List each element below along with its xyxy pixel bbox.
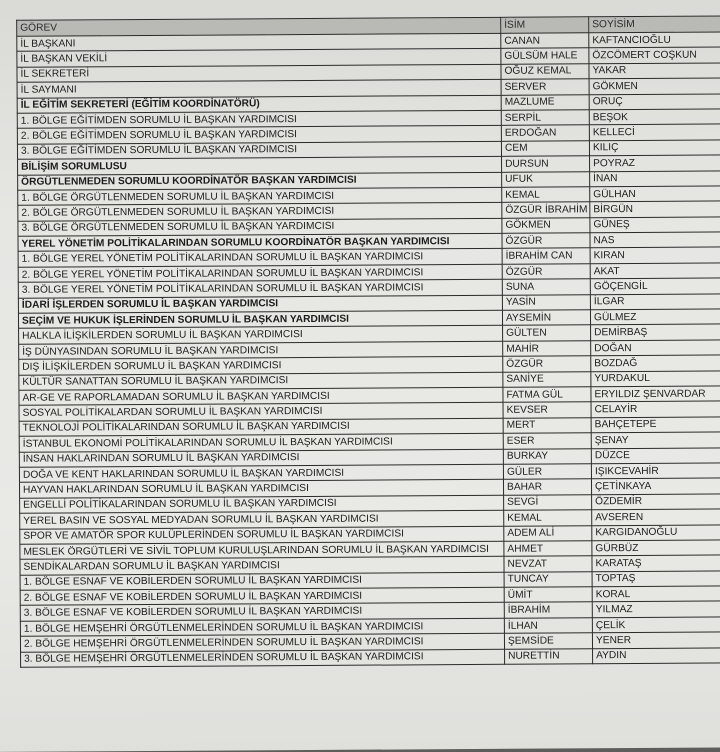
gorev-cell: HALKLA İLİŞKİLERDEN SORUMLU İL BAŞKAN YARDIMCISI <box>19 326 503 344</box>
duty-table <box>16 15 720 667</box>
isim-cell: KEMAL <box>504 510 592 526</box>
soyisim-cell: BEŞOK <box>589 109 720 125</box>
isim-cell: NEVZAT <box>504 556 592 572</box>
gorev-cell: 2. BÖLGE EĞİTİMDEN SORUMLU İL BAŞKAN YARDIMCISI <box>17 126 501 144</box>
gorev-cell: 3. BÖLGE ESNAF VE KOBİLERDEN SORUMLU İL BAŞKAN YARDIMCISI <box>20 603 504 621</box>
gorev-cell: İDARİ İŞLERDEN SORUMLU İL BAŞKAN YARDIMCISI <box>18 295 502 313</box>
isim-cell: CEM <box>501 141 589 157</box>
isim-cell: CANAN <box>501 33 589 49</box>
gorev-cell: ENGELLİ POLİTİKALARINDAN SORUMLU İL BAŞKAN YARDIMCISI <box>20 495 504 513</box>
gorev-cell: 1. BÖLGE ESNAF VE KOBİLERDEN SORUMLU İL BAŞKAN YARDIMCISI <box>20 572 504 590</box>
soyisim-cell: NAS <box>590 232 720 248</box>
gorev-cell: 3. BÖLGE HEMŞEHRİ ÖRGÜTLENMELERİNDEN SORUMLU İL BAŞKAN YARDIMCISI <box>21 649 505 667</box>
gorev-cell: İL SAYMANI <box>17 79 501 97</box>
isim-cell: AYSEMİN <box>502 310 590 326</box>
isim-cell: GÖKMEN <box>502 217 590 233</box>
isim-cell: ERDOĞAN <box>501 125 589 141</box>
isim-cell: NURETTİN <box>505 648 593 664</box>
soyisim-cell: BOZDAĞ <box>591 355 720 371</box>
isim-cell: MERT <box>503 418 591 434</box>
soyisim-cell: AYDIN <box>593 647 720 663</box>
soyisim-cell: GÜNEŞ <box>590 217 720 233</box>
isim-cell: OĞUZ KEMAL <box>501 64 589 80</box>
pen-check-marks <box>0 0 11 112</box>
isim-cell: UFUK <box>502 171 590 187</box>
gorev-cell: DIŞ İLİŞKİLERDEN SORUMLU İL BAŞKAN YARDIMCISI <box>19 357 503 375</box>
gorev-cell: YEREL YÖNETİM POLİTİKALARINDAN SORUMLU KOORDİNATÖR BAŞKAN YARDIMCISI <box>18 233 502 251</box>
soyisim-cell: DOĞAN <box>591 340 720 356</box>
gorev-cell: 1. BÖLGE HEMŞEHRİ ÖRGÜTLENMELERİNDEN SORUMLU İL BAŞKAN YARDIMCISI <box>20 618 504 636</box>
gorev-cell: KÜLTÜR SANATTAN SORUMLU İL BAŞKAN YARDIMCISI <box>19 372 503 390</box>
soyisim-cell: YAKAR <box>589 63 720 79</box>
soyisim-cell: KAFTANCIOĞLU <box>589 32 720 48</box>
isim-cell: ŞEMSİDE <box>504 633 592 649</box>
soyisim-cell: TOPTAŞ <box>592 570 720 586</box>
soyisim-cell: GÜRBÜZ <box>592 540 720 556</box>
soyisim-cell: AVSEREN <box>592 509 720 525</box>
table-row <box>21 647 720 667</box>
soyisim-cell: AKAT <box>590 263 720 279</box>
gorev-cell: SOSYAL POLİTİKALARDAN SORUMLU İL BAŞKAN YARDIMCISI <box>19 403 503 421</box>
isim-cell: İBRAHİM CAN <box>502 248 590 264</box>
gorev-cell: YEREL BASIN VE SOSYAL MEDYADAN SORUMLU İL BAŞKAN YARDIMCISI <box>20 510 504 528</box>
soyisim-cell: BAHÇETEPE <box>591 417 720 433</box>
isim-cell: YASİN <box>502 294 590 310</box>
isim-cell: GÜLTEN <box>503 325 591 341</box>
gorev-cell: 2. BÖLGE YEREL YÖNETİM POLİTİKALARINDAN SORUMLU İL BAŞKAN YARDIMCISI <box>18 264 502 282</box>
soyisim-cell: KELLECİ <box>589 124 720 140</box>
soyisim-cell: GÖÇENGİL <box>590 278 720 294</box>
gorev-cell: ÖRGÜTLENMEDEN SORUMLU KOORDİNATÖR BAŞKAN YARDIMCISI <box>18 172 502 190</box>
soyisim-cell: ERYILDIZ ŞENVARDAR <box>591 386 720 402</box>
gorev-cell: İNSAN HAKLARINDAN SORUMLU İL BAŞKAN YARDIMCISI <box>19 449 503 467</box>
isim-cell: SERPİL <box>501 110 589 126</box>
gorev-cell: 2. BÖLGE HEMŞEHRİ ÖRGÜTLENMELERİNDEN SORUMLU İL BAŞKAN YARDIMCISI <box>20 634 504 652</box>
soyisim-cell: YILMAZ <box>592 601 720 617</box>
isim-cell: FATMA GÜL <box>503 387 591 403</box>
gorev-cell: 3. BÖLGE EĞİTİMDEN SORUMLU İL BAŞKAN YARDIMCISI <box>17 141 501 159</box>
soyisim-cell: İNAN <box>590 170 720 186</box>
soyisim-cell: YURDAKUL <box>591 370 720 386</box>
gorev-cell: AR-GE VE RAPORLAMADAN SORUMLU İL BAŞKAN YARDIMCISI <box>19 387 503 405</box>
isim-cell: ÖZGÜR İBRAHİM <box>502 202 590 218</box>
gorev-cell: HAYVAN HAKLARINDAN SORUMLU İL BAŞKAN YARDIMCISI <box>19 480 503 498</box>
gorev-cell: 2. BÖLGE ÖRGÜTLENMEDEN SORUMLU İL BAŞKAN YARDIMCISI <box>18 203 502 221</box>
soyisim-cell: ORUÇ <box>589 93 720 109</box>
gorev-cell: MESLEK ÖRGÜTLERİ VE SİVİL TOPLUM KURULUŞLARINDAN SORUMLU İL BAŞKAN YARDIMCISI <box>20 541 504 559</box>
soyisim-cell: BİRGÜN <box>590 201 720 217</box>
header-soyisim: SOYİSİM <box>589 16 720 33</box>
gorev-cell: 1. BÖLGE YEREL YÖNETİM POLİTİKALARINDAN SORUMLU İL BAŞKAN YARDIMCISI <box>18 249 502 267</box>
isim-cell: ÖZGÜR <box>503 356 591 372</box>
soyisim-cell: İLGAR <box>590 293 720 309</box>
soyisim-cell: ÇETİNKAYA <box>591 478 720 494</box>
isim-cell: SERVER <box>501 79 589 95</box>
soyisim-cell: YENER <box>592 632 720 648</box>
gorev-cell: 1. BÖLGE ÖRGÜTLENMEDEN SORUMLU İL BAŞKAN YARDIMCISI <box>18 187 502 205</box>
soyisim-cell: CELAYİR <box>591 401 720 417</box>
header-isim: İSİM <box>501 17 589 34</box>
gorev-cell: SPOR VE AMATÖR SPOR KULÜPLERİNDEN SORUMLU İL BAŞKAN YARDIMCISI <box>20 526 504 544</box>
soyisim-cell: IŞIKCEVAHİR <box>591 463 720 479</box>
soyisim-cell: ÖZDEMİR <box>592 494 720 510</box>
gorev-cell: İSTANBUL EKONOMİ POLİTİKALARINDAN SORUMLU İL BAŞKAN YARDIMCISI <box>19 433 503 451</box>
isim-cell: İLHAN <box>504 618 592 634</box>
gorev-cell: İL BAŞKANI <box>17 33 501 51</box>
isim-cell: KEMAL <box>502 187 590 203</box>
gorev-cell: İL EĞİTİM SEKRETERİ (EĞİTİM KOORDİNATÖRÜ) <box>17 95 501 113</box>
isim-cell: TUNCAY <box>504 571 592 587</box>
header-gorev: GÖREV <box>17 17 501 36</box>
soyisim-cell: KILIÇ <box>589 140 720 156</box>
isim-cell: ÖZGÜR <box>502 233 590 249</box>
gorev-cell: BİLİŞİM SORUMLUSU <box>18 156 502 174</box>
gorev-cell: SEÇİM VE HUKUK İŞLERİNDEN SORUMLU İL BAŞKAN YARDIMCISI <box>18 310 502 328</box>
gorev-cell: 3. BÖLGE YEREL YÖNETİM POLİTİKALARINDAN SORUMLU İL BAŞKAN YARDIMCISI <box>18 280 502 298</box>
soyisim-cell: KIRAN <box>590 247 720 263</box>
gorev-cell: TEKNOLOJİ POLİTİKALARINDAN SORUMLU İL BAŞKAN YARDIMCISI <box>19 418 503 436</box>
soyisim-cell: GÜLMEZ <box>590 309 720 325</box>
isim-cell: GÜLSÜM HALE <box>501 48 589 64</box>
gorev-cell: SENDİKALARDAN SORUMLU İL BAŞKAN YARDIMCISI <box>20 557 504 575</box>
isim-cell: ESER <box>503 433 591 449</box>
isim-cell: KEVSER <box>503 402 591 418</box>
isim-cell: ÖZGÜR <box>502 264 590 280</box>
gorev-cell: İL BAŞKAN VEKİLİ <box>17 49 501 67</box>
gorev-cell: 1. BÖLGE EĞİTİMDEN SORUMLU İL BAŞKAN YARDIMCISI <box>17 110 501 128</box>
isim-cell: AHMET <box>504 541 592 557</box>
gorev-cell: DOĞA VE KENT HAKLARINDAN SORUMLU İL BAŞKAN YARDIMCISI <box>19 464 503 482</box>
isim-cell: MAZLUME <box>501 94 589 110</box>
isim-cell: SUNA <box>502 279 590 295</box>
gorev-cell: 3. BÖLGE ÖRGÜTLENMEDEN SORUMLU İL BAŞKAN YARDIMCISI <box>18 218 502 236</box>
soyisim-cell: KORAL <box>592 586 720 602</box>
soyisim-cell: KARGIDANOĞLU <box>592 524 720 540</box>
soyisim-cell: KARATAŞ <box>592 555 720 571</box>
soyisim-cell: DEMİRBAŞ <box>591 324 720 340</box>
isim-cell: DURSUN <box>502 156 590 172</box>
soyisim-cell: GÜLHAN <box>590 186 720 202</box>
isim-cell: GÜLER <box>503 464 591 480</box>
soyisim-cell: DÜZCE <box>591 447 720 463</box>
isim-cell: ADEM ALİ <box>504 525 592 541</box>
gorev-cell: 2. BÖLGE ESNAF VE KOBİLERDEN SORUMLU İL BAŞKAN YARDIMCISI <box>20 587 504 605</box>
gorev-cell: İL SEKRETERİ <box>17 64 501 82</box>
isim-cell: SEVGİ <box>504 494 592 510</box>
soyisim-cell: POYRAZ <box>590 155 720 171</box>
soyisim-cell: ÖZCÖMERT COŞKUN <box>589 47 720 63</box>
soyisim-cell: ÇELİK <box>592 617 720 633</box>
isim-cell: BURKAY <box>503 448 591 464</box>
gorev-cell: İŞ DÜNYASINDAN SORUMLU İL BAŞKAN YARDIMCISI <box>19 341 503 359</box>
isim-cell: MAHİR <box>503 341 591 357</box>
isim-cell: SANİYE <box>503 371 591 387</box>
isim-cell: BAHAR <box>503 479 591 495</box>
soyisim-cell: GÖKMEN <box>589 78 720 94</box>
isim-cell: ÜMİT <box>504 587 592 603</box>
soyisim-cell: ŞENAY <box>591 432 720 448</box>
isim-cell: İBRAHİM <box>504 602 592 618</box>
